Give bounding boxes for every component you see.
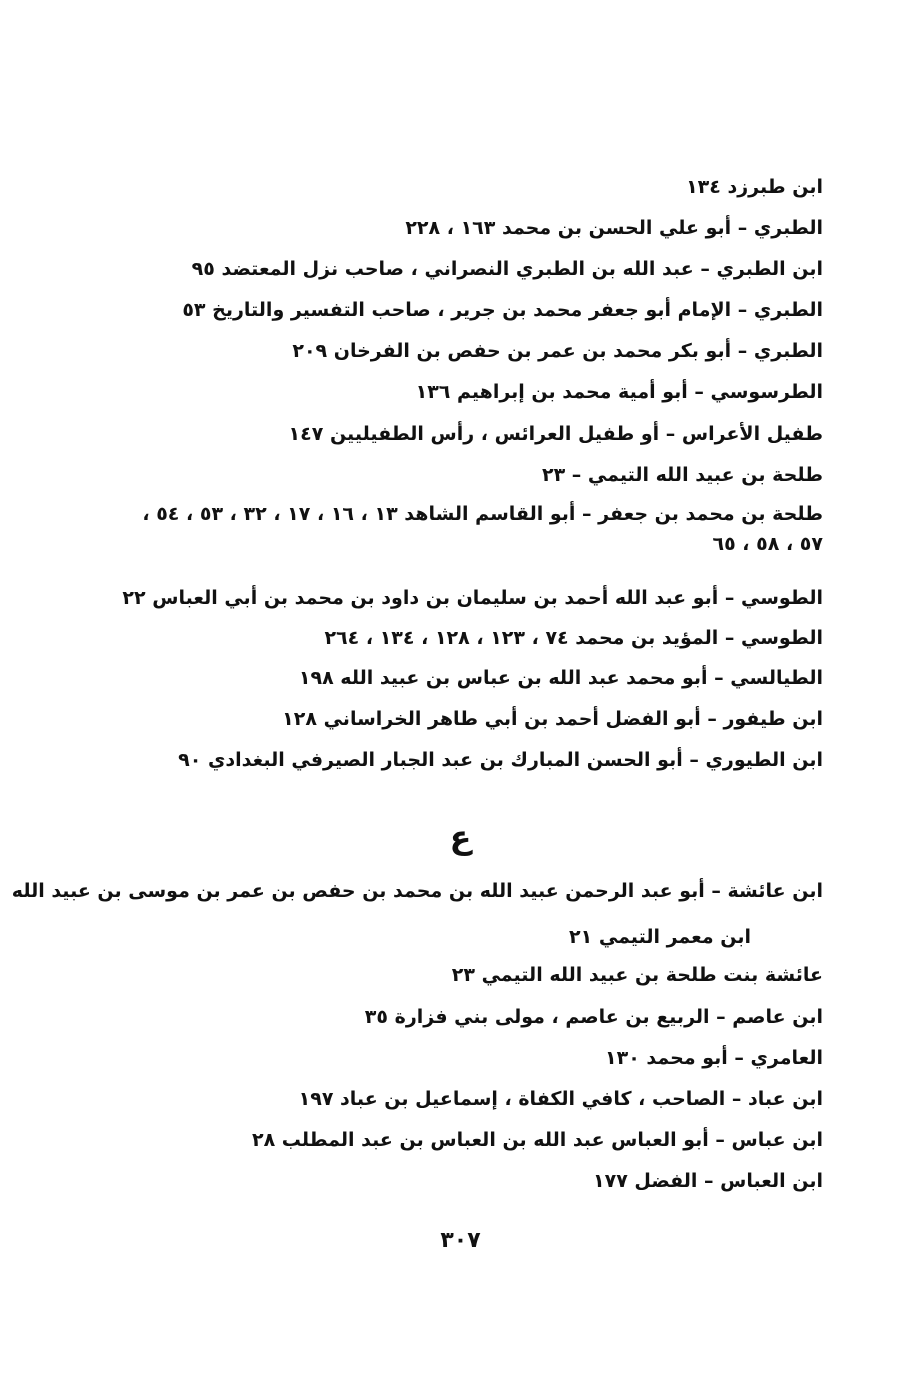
index-entry: ابن الطيوري – أبو الحسن المبارك بن عبد الجبار الصيرفي البغدادي ٩٠ (178, 749, 823, 771)
index-entry-continuation: ابن معمر التيمي ٢١ (569, 926, 751, 948)
index-entry: ابن عائشة – أبو عبد الرحمن عبيد الله بن محمد بن حفص بن عمر بن موسى بن عبيد الله (11, 880, 823, 902)
index-entry: الطبري – أبو علي الحسن بن محمد ١٦٣ ، ٢٢٨ (405, 217, 823, 239)
index-entry: ابن طيفور – أبو الفضل أحمد بن أبي طاهر الخراساني ١٢٨ (282, 708, 823, 730)
index-entry: العامري – أبو محمد ١٣٠ (605, 1047, 823, 1069)
index-entry: الطبري – أبو بكر محمد بن عمر بن حفص بن الفرخان ٢٠٩ (292, 340, 823, 362)
index-entry: طفيل الأعراس – أو طفيل العرائس ، رأس الطفيليين ١٤٧ (288, 423, 823, 445)
index-entry: الطبري – الإمام أبو جعفر محمد بن جرير ، صاحب التفسير والتاريخ ٥٣ (182, 299, 823, 321)
index-entry: ابن العباس – الفضل ١٧٧ (593, 1170, 823, 1192)
index-entry: الطوسي – المؤيد بن محمد ٧٤ ، ١٢٣ ، ١٢٨ ، ١٣٤ ، ٢٦٤ (324, 627, 823, 649)
index-entry: ابن عباس – أبو العباس عبد الله بن العباس بن عبد المطلب ٢٨ (251, 1129, 823, 1151)
index-entry: الطيالسي – أبو محمد عبد الله بن عباس بن عبيد الله ١٩٨ (298, 667, 823, 689)
section-letter-heading: ع (449, 818, 472, 856)
index-entry: طلحة بن محمد بن جعفر – أبو القاسم الشاهد ١٣ ، ١٦ ، ١٧ ، ٣٢ ، ٥٣ ، ٥٤ ، ٥٧ ، ٥٨ ، ٦٥ (142, 503, 823, 555)
index-entry: الطرسوسي – أبو أمية محمد بن إبراهيم ١٣٦ (415, 381, 823, 403)
index-entry: ابن الطبري – عبد الله بن الطبري النصراني ، صاحب نزل المعتضد ٩٥ (191, 258, 823, 280)
index-entry: الطوسي – أبو عبد الله أحمد بن سليمان بن داود بن محمد بن أبي العباس ٢٢ (122, 587, 823, 609)
index-entry: ابن طبرزد ١٣٤ (686, 176, 823, 198)
index-entry: ابن عاصم – الربيع بن عاصم ، مولى بني فزارة ٣٥ (364, 1006, 823, 1028)
page-number: ٣٠٧ (440, 1228, 481, 1253)
index-entry: ابن عباد – الصاحب ، كافي الكفاة ، إسماعيل بن عباد ١٩٧ (298, 1088, 823, 1110)
index-entry: عائشة بنت طلحة بن عبيد الله التيمي ٢٣ (451, 964, 823, 986)
index-entry: طلحة بن عبيد الله التيمي – ٢٣ (541, 464, 823, 486)
